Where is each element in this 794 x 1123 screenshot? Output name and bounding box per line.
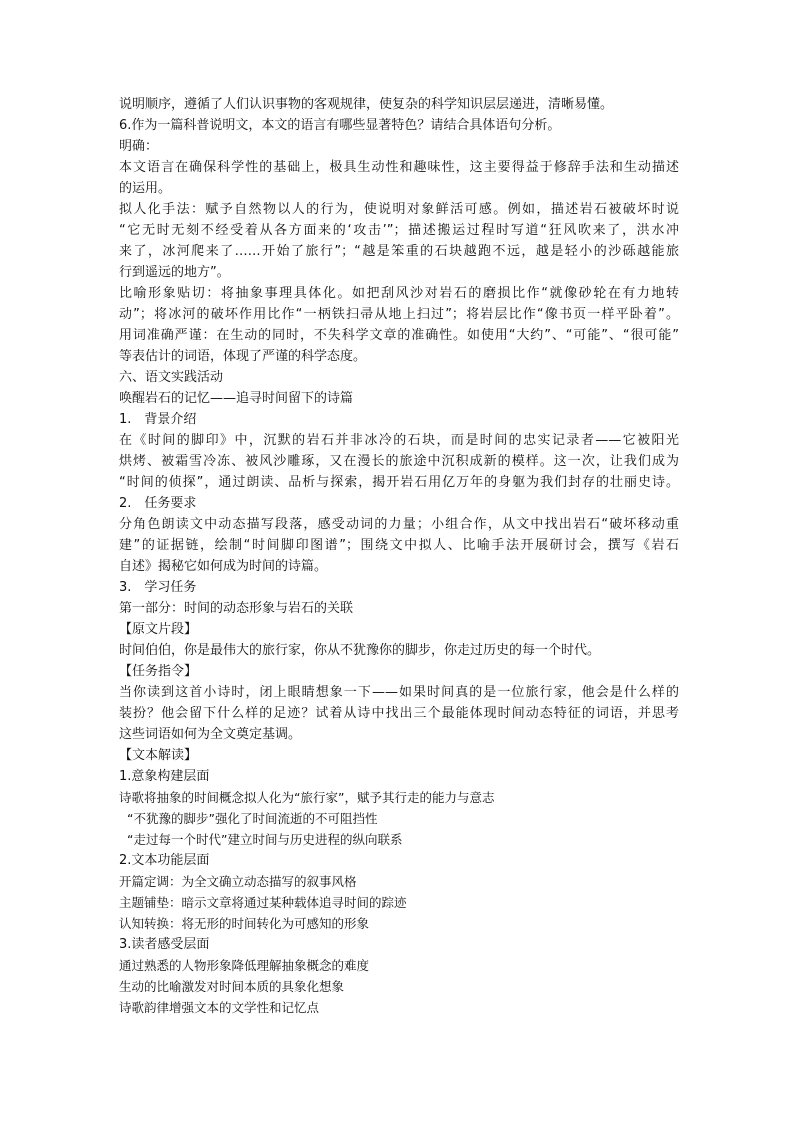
text-line: 来了，冰河爬来了……开始了旅行”；“越是笨重的石块越跑不远，越是轻小的沙砾越能旅 — [119, 244, 679, 259]
text-line: 【文本解读】 — [119, 748, 198, 763]
text-line: 动”；将冰河的破坏作用比作“一柄铁扫帚从地上扫过”；将岩层比作“像书页一样平卧着”。 — [119, 307, 679, 322]
text-line: 唤醒岩石的记忆——追寻时间留下的诗篇 — [119, 391, 354, 406]
text-line: 拟人化手法：赋予自然物以人的行为，使说明对象鲜活可感。例如，描述岩石被破坏时说 — [119, 202, 679, 217]
text-line: 3. 学习任务 — [119, 580, 197, 595]
text-line: 明确： — [119, 139, 159, 154]
text-line: “它无时无刻不经受着从各方面来的‘攻击’”；描述搬运过程时写道“狂风吹来了，洪水冲 — [119, 223, 679, 238]
text-line: 6.作为一篇科普说明文，本文的语言有哪些显著特色？请结合具体语句分析。 — [119, 118, 561, 133]
text-line: 说明顺序，遵循了人们认识事物的客观规律，使复杂的科学知识层层递进，清晰易懂。 — [119, 97, 614, 112]
text-line: “走过每一个时代”建立时间与历史进程的纵向联系 — [127, 832, 403, 847]
text-line: 【任务指令】 — [119, 664, 198, 679]
text-line: 比喻形象贴切：将抽象事理具体化。如把刮风沙对岩石的磨损比作“就像砂轮在有力地转 — [119, 286, 679, 301]
text-line: 诗歌韵律增强文本的文学性和记忆点 — [119, 1000, 320, 1015]
text-line: 时间伯伯，你是最伟大的旅行家，你从不犹豫你的脚步，你走过历史的每一个时代。 — [119, 643, 601, 658]
text-line: 用词准确严谨：在生动的同时，不失科学文章的准确性。如使用“大约”、“可能”、“很可能” — [119, 328, 679, 343]
text-line: 在《时间的脚印》中，沉默的岩石并非冰冷的石块，而是时间的忠实记录者——它被阳光 — [119, 433, 679, 448]
text-line: 诗歌将抽象的时间概念拟人化为“旅行家”，赋予其行走的能力与意志 — [119, 790, 495, 805]
text-line: 本文语言在确保科学性的基础上，极具生动性和趣味性，这主要得益于修辞手法和生动描述 — [119, 160, 679, 175]
text-line: 3.读者感受层面 — [119, 937, 210, 952]
text-line: “时间的侦探”，通过朗读、品析与探索，揭开岩石用亿万年的身躯为我们封存的壮丽史诗。 — [119, 475, 679, 490]
text-line: 的运用。 — [119, 181, 172, 196]
document-page — [119, 94, 679, 1018]
text-line: 1. 背景介绍 — [119, 412, 197, 427]
text-line: 2. 任务要求 — [119, 496, 197, 511]
text-line: 开篇定调：为全文确立动态描写的叙事风格 — [119, 874, 357, 889]
text-line: 六、语文实践活动 — [119, 370, 224, 385]
text-line: 1.意象构建层面 — [119, 769, 210, 784]
text-line: 自述》揭秘它如何成为时间的诗篇。 — [119, 559, 328, 574]
text-line: 等表估计的词语，体现了严谨的科学态度。 — [119, 349, 367, 364]
text-line: 【原文片段】 — [119, 622, 198, 637]
text-line: 这些词语如何为全文奠定基调。 — [119, 727, 302, 742]
text-line: 2.文本功能层面 — [119, 853, 210, 868]
text-line: 当你读到这首小诗时，闭上眼睛想象一下——如果时间真的是一位旅行家，他会是什么样的 — [119, 685, 679, 700]
text-line: 通过熟悉的人物形象降低理解抽象概念的难度 — [119, 958, 370, 973]
text-line: 烘烤、被霜雪冷冻、被风沙雕琢，又在漫长的旅途中沉积成新的模样。这一次，让我们成为 — [119, 454, 679, 469]
text-line: 主题铺垫：暗示文章将通过某种载体追寻时间的踪迹 — [119, 895, 407, 910]
text-line: 建”的证据链，绘制“时间脚印图谱”；围绕文中拟人、比喻手法开展研讨会，撰写《岩石 — [119, 538, 679, 553]
text-line: 认知转换：将无形的时间转化为可感知的形象 — [119, 916, 370, 931]
text-line: “不犹豫的脚步”强化了时间流逝的不可阻挡性 — [127, 811, 378, 826]
text-line: 生动的比喻激发对时间本质的具象化想象 — [119, 979, 345, 994]
text-line: 装扮？他会留下什么样的足迹？试着从诗中找出三个最能体现时间动态特征的词语，并思考 — [119, 706, 679, 721]
text-line: 行到遥远的地方”。 — [119, 265, 230, 280]
text-line: 第一部分：时间的动态形象与岩石的关联 — [119, 601, 354, 616]
text-line: 分角色朗读文中动态描写段落，感受动词的力量；小组合作，从文中找出岩石“破坏移动重 — [119, 517, 679, 532]
